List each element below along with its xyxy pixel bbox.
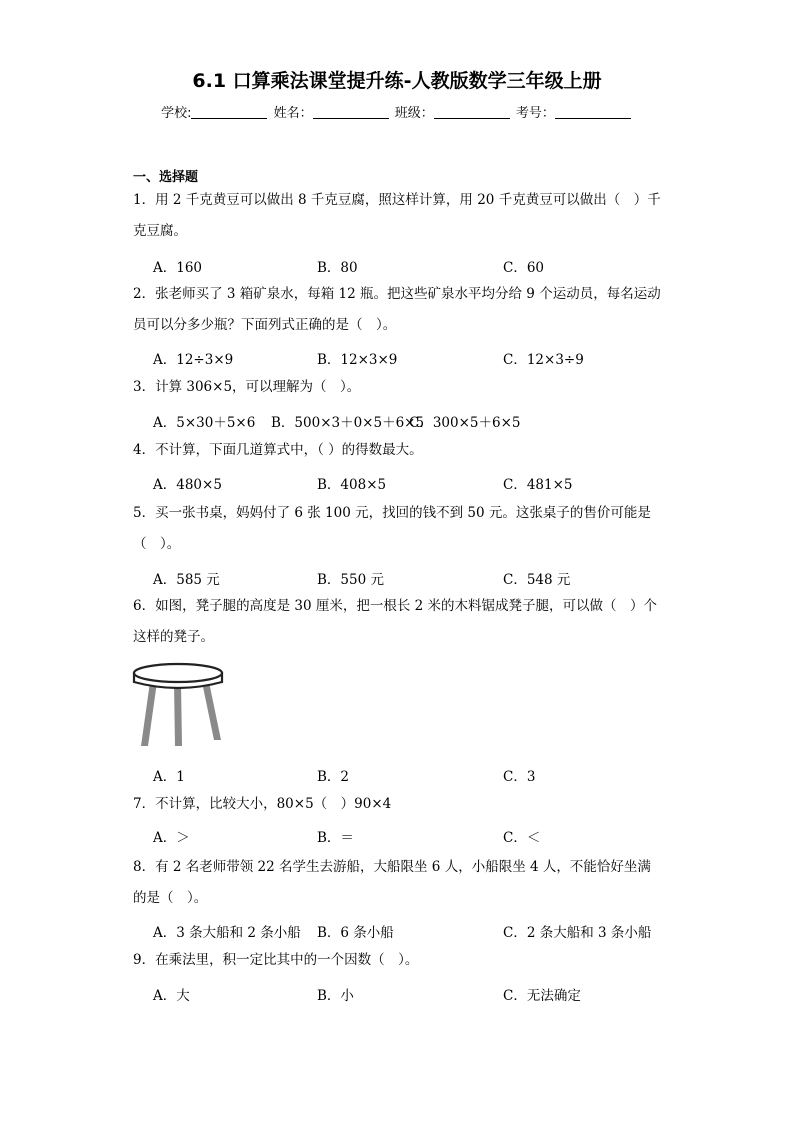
question-8: 8．有 2 名老师带领 22 名学生去游船，大船限坐 6 人，小船限坐 4 人，不能恰好坐满的是（ ）。 [133, 859, 651, 906]
class-blank[interactable] [434, 118, 510, 119]
option-b[interactable]: B．2 [317, 769, 350, 785]
question-3: 3．计算 306×5，可以理解为（ ）。 [133, 379, 361, 395]
question-9: 9．在乘法里，积一定比其中的一个因数（ ）。 [133, 952, 419, 968]
option-c[interactable]: C．300×5＋6×5 [409, 415, 521, 431]
option-a[interactable]: A．1 [153, 769, 185, 785]
option-b[interactable]: B．12×3×9 [317, 352, 398, 368]
option-a[interactable]: A．＞ [153, 830, 190, 846]
option-c[interactable]: C．无法确定 [503, 988, 581, 1004]
option-b[interactable]: B．80 [317, 260, 358, 276]
school-blank[interactable] [191, 118, 267, 119]
option-b[interactable]: B．＝ [317, 830, 354, 846]
option-a[interactable]: A．585 元 [153, 572, 220, 588]
option-a[interactable]: A．5×30＋5×6 [153, 415, 256, 431]
page-title: 6.1 口算乘法课堂提升练-人教版数学三年级上册 [192, 70, 602, 92]
exam-number-label: 考号： [515, 106, 555, 121]
option-c[interactable]: C．3 [503, 769, 536, 785]
option-b[interactable]: B．小 [317, 988, 354, 1004]
name-field[interactable] [274, 102, 391, 121]
school-field[interactable] [161, 102, 269, 121]
option-a[interactable]: A．160 [153, 260, 203, 276]
name-label: 姓名： [273, 106, 313, 121]
question-1: 1．用 2 千克黄豆可以做出 8 千克豆腐，照这样计算，用 20 千克黄豆可以做出（ ）千克豆腐。 [133, 192, 661, 239]
option-b[interactable]: B．500×3＋0×5＋6×5 [271, 415, 425, 431]
option-a[interactable]: A．3 条大船和 2 条小船 [153, 925, 301, 941]
exam-number-field[interactable] [516, 102, 633, 121]
stool-legs [141, 682, 221, 746]
student-info-line [0, 102, 794, 121]
name-blank[interactable] [313, 118, 389, 119]
section-heading: 一、选择题 [133, 170, 199, 185]
option-a[interactable]: A．480×5 [153, 477, 222, 493]
option-c[interactable]: C．548 元 [503, 572, 571, 588]
option-c[interactable]: C．60 [503, 260, 545, 276]
option-b[interactable]: B．550 元 [317, 572, 384, 588]
option-b[interactable]: B．408×5 [317, 477, 387, 493]
exam-number-blank[interactable] [555, 118, 631, 119]
option-c[interactable]: C．481×5 [503, 477, 573, 493]
option-a[interactable]: A．12÷3×9 [153, 352, 234, 368]
question-2: 2．张老师买了 3 箱矿泉水，每箱 12 瓶。把这些矿泉水平均分给 9 个运动员，每名运动员可以分多少瓶？下面列式正确的是（ ）。 [133, 286, 661, 333]
stool-seat [134, 664, 222, 688]
option-b[interactable]: B．6 条小船 [317, 925, 394, 941]
class-label: 班级： [394, 106, 434, 121]
option-c[interactable]: C．12×3÷9 [503, 352, 584, 368]
question-7: 7．不计算，比较大小，80×5（ ）90×4 [133, 796, 392, 812]
question-4: 4．不计算，下面几道算式中，（ ）的得数最大。 [133, 442, 423, 458]
question-6: 6．如图，凳子腿的高度是 30 厘米，把一根长 2 米的木料锯成凳子腿，可以做（ ）个这样的凳子。 [133, 598, 658, 645]
question-5: 5．买一张书桌，妈妈付了 6 张 100 元，找回的钱不到 50 元。这张桌子的售价可能是（ ）。 [133, 505, 651, 552]
class-field[interactable] [395, 102, 512, 121]
stool-image [132, 660, 224, 750]
option-c[interactable]: C．2 条大船和 3 条小船 [503, 925, 652, 941]
school-label: 学校: [161, 106, 192, 121]
option-a[interactable]: A．大 [153, 988, 190, 1004]
option-c[interactable]: C．＜ [503, 830, 541, 846]
